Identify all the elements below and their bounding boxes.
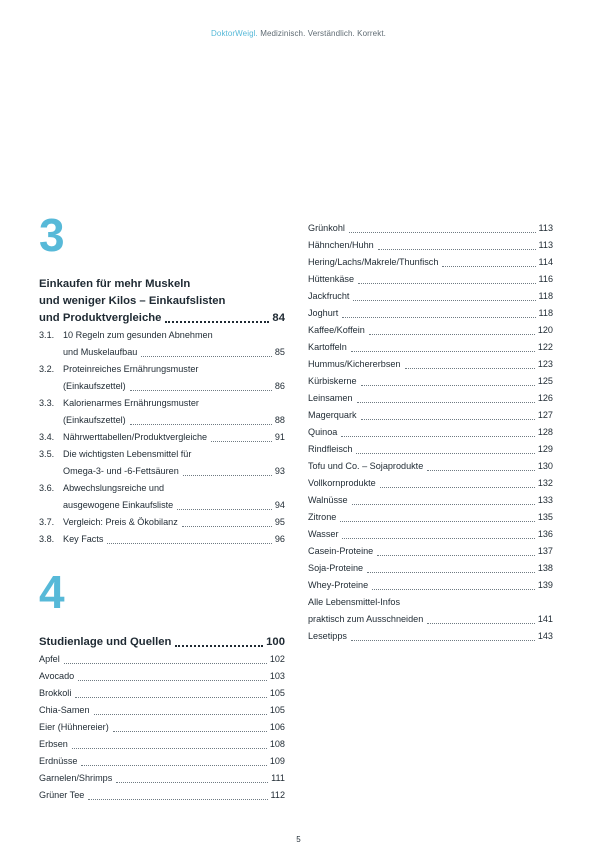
chapter-3-page: 84: [272, 312, 285, 324]
section-title-entry-page: 88: [274, 415, 285, 425]
food-entry-page: 105: [269, 688, 285, 698]
food-entry[interactable]: [308, 390, 553, 407]
food-entry-page: 126: [537, 393, 553, 403]
dot-leader: [380, 487, 535, 488]
infos-page: 141: [537, 614, 553, 624]
dot-leader: [81, 765, 266, 766]
section-body: [63, 395, 285, 429]
section-body: [63, 429, 285, 446]
food-entry-label: Avocado: [39, 671, 75, 681]
dot-leader: [361, 385, 535, 386]
food-entry-label: Garnelen/Shrimps: [39, 773, 113, 783]
dot-leader: [130, 424, 272, 425]
section-entry[interactable]: [39, 327, 285, 361]
section-title-entry[interactable]: [63, 378, 285, 395]
section-title-entry-label: Key Facts: [63, 534, 104, 544]
food-entry-page: 136: [537, 529, 553, 539]
chapter-3-sections: [39, 327, 285, 548]
dot-leader: [427, 623, 535, 624]
section-title-entry[interactable]: [63, 497, 285, 514]
chapter-3-title-line: und weniger Kilos – Einkaufslisten: [39, 295, 226, 307]
food-entry[interactable]: [308, 509, 553, 526]
food-entry[interactable]: [308, 373, 553, 390]
section-title-entry-page: 94: [274, 500, 285, 510]
food-entry-label: Kaffee/Koffein: [308, 325, 365, 335]
dot-leader: [340, 521, 535, 522]
chapter-4-page: 100: [266, 636, 285, 648]
food-entry-page: 125: [537, 376, 553, 386]
food-entry-label: Rindfleisch: [308, 444, 353, 454]
dot-leader: [378, 249, 536, 250]
dot-leader: [369, 334, 535, 335]
section-title-line: Die wichtigsten Lebensmittel für: [63, 449, 192, 459]
food-entry-page: 138: [537, 563, 553, 573]
dot-leader: [64, 663, 267, 664]
food-entry-label: Kartoffeln: [308, 342, 347, 352]
section-number: 3.3.: [39, 398, 55, 408]
chapter-4-number: 4: [39, 566, 65, 618]
food-entry[interactable]: [308, 288, 553, 305]
food-entry-page: 129: [537, 444, 553, 454]
section-entry[interactable]: [39, 361, 285, 395]
food-entry-page: 123: [537, 359, 553, 369]
chapter-4-title: Studienlage und Quellen: [39, 636, 172, 648]
food-entry[interactable]: [308, 526, 553, 543]
dot-leader: [141, 356, 272, 357]
section-title-line: Proteinreiches Ernährungsmuster: [63, 364, 199, 374]
food-entry[interactable]: [308, 237, 553, 254]
dot-leader: [78, 680, 267, 681]
dot-leader: [357, 402, 535, 403]
section-body: [63, 327, 285, 361]
food-entry-label: Casein-Proteine: [308, 546, 374, 556]
dot-leader: [367, 572, 535, 573]
food-entry-page: 118: [538, 291, 553, 301]
food-entry[interactable]: [308, 271, 553, 288]
food-entry-page: 135: [537, 512, 553, 522]
dot-leader: [341, 436, 534, 437]
dot-leader: [349, 232, 536, 233]
food-entry-label: Walnüsse: [308, 495, 348, 505]
dot-leader: [372, 589, 535, 590]
section-title-entry-label: ausgewogene Einkaufsliste: [63, 500, 174, 510]
brand-name: DoktorWeigl.: [211, 29, 258, 38]
section-entry[interactable]: [39, 395, 285, 429]
food-entry[interactable]: [308, 220, 553, 237]
section-number: 3.1.: [39, 330, 55, 340]
food-entry-label: Erdnüsse: [39, 756, 78, 766]
section-title-line: Kalorienarmes Ernährungsmuster: [63, 398, 199, 408]
food-entry-label: Jackfrucht: [308, 291, 350, 301]
section-title-entry-page: 91: [274, 432, 285, 442]
brand-tagline: Medizinisch. Verständlich. Korrekt.: [257, 29, 386, 38]
section-title-entry[interactable]: [63, 344, 285, 361]
section-title-line: 10 Regeln zum gesunden Abnehmen: [63, 330, 213, 340]
section-body: [63, 361, 285, 395]
food-entry-page: 112: [270, 790, 285, 800]
food-entry[interactable]: [308, 339, 553, 356]
food-entry-page: 133: [537, 495, 553, 505]
food-entry-label: Soja-Proteine: [308, 563, 364, 573]
food-entry[interactable]: [308, 577, 553, 594]
food-entry-page: 108: [269, 739, 285, 749]
lesetipps-entry[interactable]: [308, 628, 553, 645]
food-entry-page: 137: [537, 546, 553, 556]
food-entry[interactable]: [308, 475, 553, 492]
dot-leader: [377, 555, 535, 556]
section-title-entry-page: 95: [274, 517, 285, 527]
food-entry-label: Grüner Tee: [39, 790, 85, 800]
dot-leader: [165, 321, 269, 323]
dot-leader: [211, 441, 272, 442]
food-entry-page: 111: [271, 773, 285, 783]
food-entry[interactable]: [39, 685, 285, 702]
section-title-entry[interactable]: [63, 531, 285, 548]
food-entry-page: 122: [537, 342, 553, 352]
food-entry[interactable]: [308, 356, 553, 373]
food-entry-label: Quinoa: [308, 427, 338, 437]
section-title-entry[interactable]: [63, 514, 285, 531]
food-entry-label: Hähnchen/Huhn: [308, 240, 374, 250]
food-entry-label: Erbsen: [39, 739, 68, 749]
dot-leader: [75, 697, 266, 698]
dot-leader: [130, 390, 272, 391]
dot-leader: [358, 283, 535, 284]
section-number: 3.5.: [39, 449, 55, 459]
food-entry[interactable]: [308, 441, 553, 458]
food-entry-page: 103: [269, 671, 285, 681]
section-title-entry-page: 93: [274, 466, 285, 476]
section-entry[interactable]: [39, 429, 285, 446]
food-entry-label: Hummus/Kichererbsen: [308, 359, 401, 369]
chapter-4-entries-right: [308, 220, 553, 594]
section-body: [63, 446, 285, 480]
food-entry-label: Vollkornprodukte: [308, 478, 376, 488]
dot-leader: [342, 317, 535, 318]
section-title-entry-label: (Einkaufszettel): [63, 381, 126, 391]
dot-leader: [182, 526, 272, 527]
food-entry-label: Leinsamen: [308, 393, 353, 403]
dot-leader: [351, 640, 535, 641]
food-entry[interactable]: [308, 560, 553, 577]
food-entry-label: Magerquark: [308, 410, 357, 420]
section-entry[interactable]: [39, 514, 285, 531]
food-entry[interactable]: [39, 787, 285, 804]
dot-leader: [107, 543, 271, 544]
section-title-entry-label: Omega-3- und -6-Fettsäuren: [63, 466, 179, 476]
section-number: 3.6.: [39, 483, 55, 493]
food-entry[interactable]: [308, 458, 553, 475]
section-title-entry-page: 96: [274, 534, 285, 544]
chapter-3-title-line: Einkaufen für mehr Muskeln: [39, 278, 191, 290]
dot-leader: [116, 782, 268, 783]
dot-leader: [88, 799, 267, 800]
chapter-3-title-entry[interactable]: [39, 310, 285, 327]
dot-leader: [94, 714, 267, 715]
food-entry-page: 118: [538, 308, 553, 318]
infos-entry-line1[interactable]: Alle Lebensmittel-Infos: [308, 597, 400, 607]
section-title-entry[interactable]: [63, 412, 285, 429]
infos-entry[interactable]: [308, 611, 553, 628]
dot-leader: [356, 453, 534, 454]
dot-leader: [113, 731, 267, 732]
dot-leader: [72, 748, 267, 749]
food-entry-page: 130: [537, 461, 553, 471]
food-entry[interactable]: [39, 736, 285, 753]
section-title-entry-label: Nährwerttabellen/Produktvergleiche: [63, 432, 208, 442]
section-title-entry-page: 85: [274, 347, 285, 357]
food-entry-label: Brokkoli: [39, 688, 72, 698]
section-title-entry-page: 86: [274, 381, 285, 391]
food-entry[interactable]: [39, 702, 285, 719]
food-entry-page: 132: [537, 478, 553, 488]
page-header: [0, 29, 597, 38]
food-entry[interactable]: [308, 254, 553, 271]
food-entry-label: Apfel: [39, 654, 60, 664]
food-entry-label: Hüttenkäse: [308, 274, 355, 284]
food-entry-page: 102: [269, 654, 285, 664]
section-title-entry[interactable]: [63, 429, 285, 446]
food-entry-label: Tofu und Co. – Sojaprodukte: [308, 461, 424, 471]
food-entry-page: 120: [537, 325, 553, 335]
food-entry[interactable]: [308, 407, 553, 424]
food-entry-page: 139: [537, 580, 553, 590]
page-number: 5: [296, 835, 301, 844]
food-entry[interactable]: [39, 651, 285, 668]
section-title-entry-label: (Einkaufszettel): [63, 415, 126, 425]
toc-right-column: [308, 220, 553, 645]
food-entry[interactable]: [39, 770, 285, 787]
dot-leader: [361, 419, 535, 420]
food-entry-label: Wasser: [308, 529, 339, 539]
section-title-entry-label: Vergleich: Preis & Ökobilanz: [63, 517, 178, 527]
food-entry-label: Joghurt: [308, 308, 339, 318]
dot-leader: [342, 538, 534, 539]
food-entry-label: Eier (Hühnereier): [39, 722, 109, 732]
dot-leader: [183, 475, 272, 476]
food-entry[interactable]: [308, 424, 553, 441]
dot-leader: [175, 645, 263, 647]
food-entry-label: Hering/Lachs/Makrele/Thunfisch: [308, 257, 439, 267]
section-body: [63, 480, 285, 514]
dot-leader: [427, 470, 535, 471]
food-entry-page: 127: [537, 410, 553, 420]
food-entry-page: 116: [538, 274, 553, 284]
food-entry-label: Whey-Proteine: [308, 580, 369, 590]
dot-leader: [352, 504, 535, 505]
food-entry-label: Grünkohl: [308, 223, 345, 233]
food-entry-label: Kürbiskerne: [308, 376, 357, 386]
food-entry-page: 113: [538, 223, 553, 233]
section-body: [63, 514, 285, 531]
section-entry[interactable]: [39, 480, 285, 514]
section-number: 3.7.: [39, 517, 55, 527]
section-title-line: Abwechslungsreiche und: [63, 483, 165, 493]
food-entry[interactable]: [308, 492, 553, 509]
food-entry[interactable]: [39, 753, 285, 770]
dot-leader: [442, 266, 535, 267]
food-entry-page: 113: [538, 240, 553, 250]
section-title-entry[interactable]: [63, 463, 285, 480]
food-entry[interactable]: [39, 719, 285, 736]
section-number: 3.8.: [39, 534, 55, 544]
chapter-4-entries-left: [39, 651, 285, 804]
dot-leader: [353, 300, 535, 301]
dot-leader: [177, 509, 272, 510]
food-entry-label: Chia-Samen: [39, 705, 90, 715]
food-entry[interactable]: [39, 668, 285, 685]
section-body: [63, 531, 285, 548]
lesetipps-label: Lesetipps: [308, 631, 347, 641]
section-entry[interactable]: [39, 531, 285, 548]
food-entry-page: 109: [269, 756, 285, 766]
food-entry[interactable]: [308, 305, 553, 322]
food-entry-label: Zitrone: [308, 512, 337, 522]
section-number: 3.2.: [39, 364, 55, 374]
dot-leader: [351, 351, 535, 352]
food-entry-page: 114: [538, 257, 553, 267]
toc-left-column: [39, 209, 285, 804]
food-entry-page: 128: [537, 427, 553, 437]
chapter-3-number: 3: [39, 209, 65, 261]
chapter-3-title-last: und Produktvergleiche: [39, 312, 162, 324]
chapter-4-title-entry[interactable]: [39, 634, 285, 651]
food-entry-page: 106: [269, 722, 285, 732]
food-entry[interactable]: [308, 322, 553, 339]
section-title-entry-label: und Muskelaufbau: [63, 347, 138, 357]
food-entry[interactable]: [308, 543, 553, 560]
food-entry-page: 105: [269, 705, 285, 715]
section-number: 3.4.: [39, 432, 55, 442]
dot-leader: [405, 368, 535, 369]
section-entry[interactable]: [39, 446, 285, 480]
infos-entry-line2: praktisch zum Ausschneiden: [308, 614, 424, 624]
lesetipps-page: 143: [537, 631, 553, 641]
